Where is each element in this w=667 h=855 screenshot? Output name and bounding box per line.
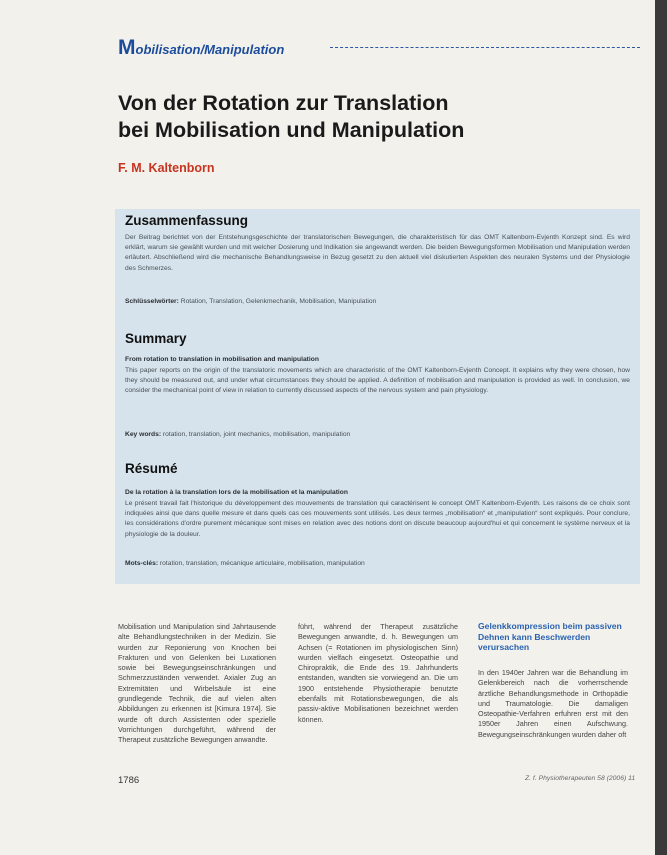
title-line-2: bei Mobilisation und Manipulation (118, 118, 465, 142)
zusammenfassung-text: Der Beitrag berichtet von der Entstehungsgeschichte der translatorischen Bewegungen, die charakteristisch für das OMT Kaltenborn-Evjenth Konzept sind. Es wird erklärt, warum sie gewählt wurden und mit welcher Dosierung und Indikation sie angewandt werden. Die beiden Bewegungsformen Mobilisation und Manipulation werden erläutert. Abschließend wird die mechanische Behandlungsweise in Bezug gesetzt zu den aktuell viel diskutierten Aspekten des neuralen Systems und der Physiologie des Schmerzes. (125, 234, 630, 272)
keywords-label: Schlüsselwörter: (125, 298, 179, 305)
summary-subheading-text: From rotation to translation in mobilisation and manipulation (125, 356, 319, 363)
body-subheading: Gelenkkompression beim passiven Dehnen kann Beschwerden verursachen (478, 621, 622, 652)
keywords-value: Rotation, Translation, Gelenkmechanik, Mobilisation, Manipulation (178, 298, 377, 305)
resume-keywords (125, 559, 630, 569)
keywords-label: Key words: (125, 431, 162, 438)
summary-text: This paper reports on the origin of the translatoric movements which are characteristic of the OMT Kaltenborn-Evjenth Concept. It explains why they were chosen, how they should be measured out, and under what circumstances they should be applied. A definition of mobilisation and manipulation is provided as well. In conclusion, we consider the mechanical point of view in relation to currently discussed aspects of the nervous system and pain physiology. (125, 367, 630, 395)
resume-subheading-text: De la rotation à la translation lors de la mobilisation et la manipulation (125, 489, 348, 496)
summary-heading: Summary (125, 331, 187, 346)
keywords-label: Mots-clés: (125, 560, 159, 567)
article-title (118, 90, 598, 144)
zusammenfassung-heading: Zusammenfassung (125, 213, 249, 228)
header-rule (330, 47, 640, 48)
title-line-1: Von der Rotation zur Translation (118, 91, 449, 115)
section-header-initial: M (118, 36, 136, 59)
page-number: 1786 (118, 775, 140, 786)
section-header (118, 36, 640, 58)
body-column-2: führt, während der Therapeut zusätzliche Bewegungen anwandte, d. h. Bewegungen um Achsen (= Rotationen im physiologischen Sinn) wurden vielfach eingesetzt. Osteopathie und Chiropraktik, die Ende des 19. Jahrhunderts entstanden, wandten sie vorwiegend an. Die um 1900 entstehende Physiotherapie benutzte ebenfalls mit Rotationsbewegungen, die als passiv-aktive Mobilisationen bezeichnet werden können. (298, 622, 458, 724)
resume-heading: Résumé (125, 461, 178, 476)
summary-subheading (125, 355, 630, 365)
section-header-label: obilisation/Manipulation (135, 42, 285, 57)
author-name: F. M. Kaltenborn (118, 161, 215, 175)
resume-subheading (125, 488, 630, 498)
zusammenfassung-keywords (125, 297, 630, 307)
resume-text: Le présent travail fait l'historique du développement des mouvements de translation qui caractérisent le concept OMT Kaltenborn-Evjenth. Les raisons de ce choix sont indiquées ainsi que dans quelle mesure et dans quels cas ces mouvements sont utilisés. Les deux termes „mobilisation“ et „manipulation“ sont expliqués. Pour conclure, les considérations d'ordre purement mécanique sont mises en relation avec des notions dont on discute beaucoup aujourd'hui et qui concernent le système nerveux et la physiologie de la douleur. (125, 500, 630, 538)
keywords-value: rotation, translation, joint mechanics, mobilisation, manipulation (161, 431, 351, 438)
keywords-value: rotation, translation, mécanique articulaire, mobilisation, manipulation (158, 560, 365, 567)
scan-border (655, 0, 667, 855)
summary-keywords (125, 430, 630, 440)
body-column-3: In den 1940er Jahren war die Behandlung im Gelenkbereich nach die vorherrschende ärztliche Behandlungsmethode in Orthopädie und Traumatologie. Die damaligen Osteopathie-Verfahren erfuhren erst mit den 1950er Jahren einen Aufschwung. Bewegungseinschränkungen wurden daher oft (478, 668, 628, 739)
body-column-1: Mobilisation und Manipulation sind Jahrtausende alte Behandlungstechniken in der Medizin. Sie wurden zur Reponierung von Knochen bei Frakturen und von Gelenken bei Luxationen sowie bei Bewegungseinschränkungen und Schmerzzuständen verwendet. Axialer Zug an Extremitäten und Wirbelsäule ist eine grundlegende Technik, die auf vielen alten Abbildungen zu erkennen ist [Kimura 1974]. Sie wurde oft durch Assistenten oder spezielle Vorrichtungen durchgeführt, während der Therapeut zusätzliche Bewegungen anwandte. (118, 622, 276, 745)
journal-citation: Z. f. Physiotherapeuten 58 (2006) 11 (525, 775, 636, 782)
